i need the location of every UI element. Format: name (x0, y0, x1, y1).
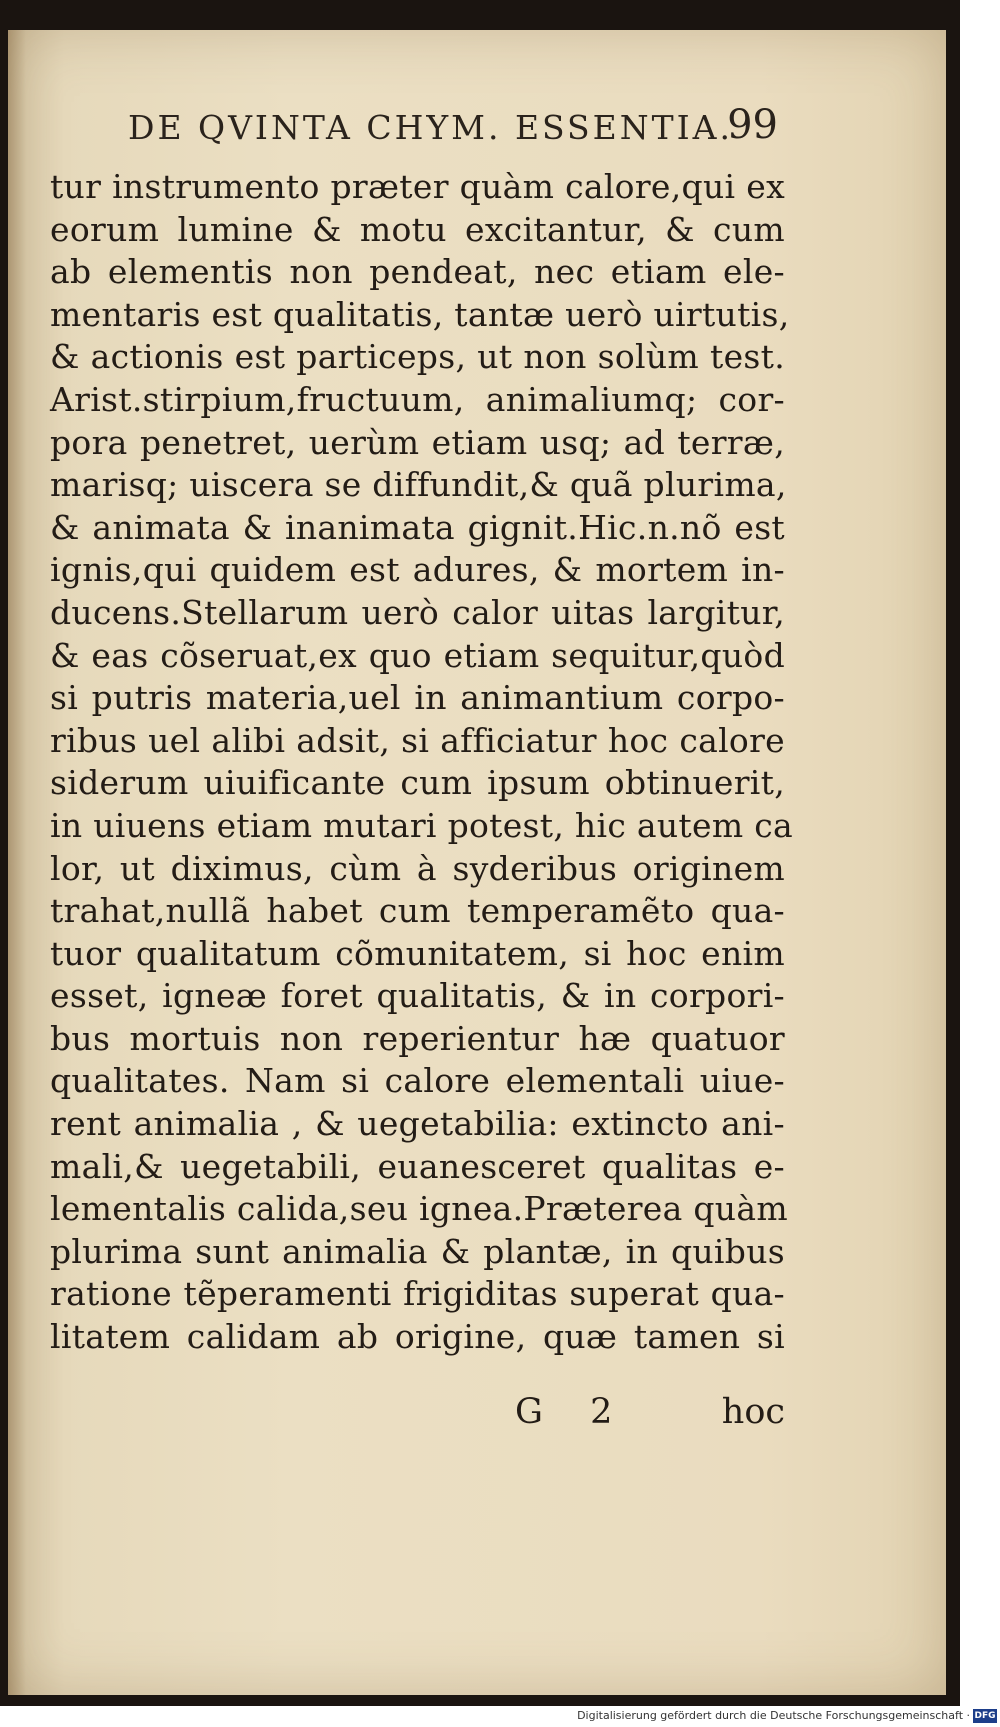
text-line: & eas cõseruat,ex quo etiam sequitur,quòd (50, 635, 785, 675)
signature-mark: G 2 (515, 1392, 631, 1432)
funding-bar (0, 1706, 1000, 1727)
text-line: bus mortuis non reperientur hæ quatuor (50, 1018, 785, 1058)
text-line: Arist.stirpium,fructuum, animaliumq; cor- (50, 379, 785, 419)
running-title: DE QVINTA CHYM. ESSENTIA. (128, 108, 733, 147)
text-line: siderum uiuificante cum ipsum obtinuerit, (50, 763, 785, 803)
text-line: qualitates. Nam si calore elementali uiue- (50, 1061, 785, 1101)
text-line: litatem calidam ab origine, quæ tamen si (50, 1317, 785, 1357)
text-line: ignis,qui quidem est adures, & mortem in- (50, 550, 785, 590)
catchword: hoc (721, 1392, 785, 1432)
text-line: plurima sunt animalia & plantæ, in quibus (50, 1231, 785, 1271)
text-line: eorum lumine & motu excitantur, & cum (50, 209, 785, 249)
text-line: lor, ut diximus, cùm à syderibus originem (50, 848, 785, 888)
text-line: pora penetret, uerùm etiam usq; ad terræ, (50, 422, 785, 462)
text-line: tur instrumento præter quàm calore,qui ex (50, 167, 785, 206)
text-line: ratione tẽperamenti frigiditas superat qua- (50, 1274, 785, 1314)
text-line: trahat,nullã habet cum temperamẽto qua- (50, 891, 785, 931)
text-line: & animata & inanimata gignit.Hic.n.nõ est (50, 507, 785, 547)
text-line: tuor qualitatum cõmunitatem, si hoc enim (50, 933, 785, 973)
text-line: mentaris est qualitatis, tantæ uerò uirtutis, (50, 294, 790, 334)
folio-number: 99 (727, 102, 778, 148)
text-line: rent animalia , & uegetabilia: extincto ani- (50, 1104, 785, 1144)
dfg-logo: DFG (974, 1711, 996, 1721)
text-line: lementalis calida,seu ignea.Præterea quàm (50, 1189, 788, 1229)
text-line: ribus uel alibi adsit, si afficiatur hoc calore (50, 720, 785, 760)
running-header (128, 98, 778, 154)
text-line: ducens.Stellarum uerò calor uitas largitur, (50, 592, 785, 632)
funding-note: Digitalisierung gefördert durch die Deutsche Forschungsgemeinschaft · (577, 1709, 970, 1722)
text-line: marisq; uiscera se diffundit,& quã plurima, (50, 465, 787, 505)
text-line: si putris materia,uel in animantium corpo- (50, 678, 785, 718)
page-gutter-shadow (8, 30, 26, 1695)
text-line: esset, igneæ foret qualitatis, & in corpori- (50, 976, 785, 1016)
text-line: mali,& uegetabili, euanesceret qualitas e- (50, 1146, 785, 1186)
body-text (50, 166, 793, 1359)
text-line: ab elementis non pendeat, nec etiam ele- (50, 252, 785, 292)
text-line: & actionis est particeps, ut non solùm test. (50, 337, 785, 377)
text-line: in uiuens etiam mutari potest, hic autem ca (50, 805, 793, 845)
page-footer (50, 1392, 785, 1442)
